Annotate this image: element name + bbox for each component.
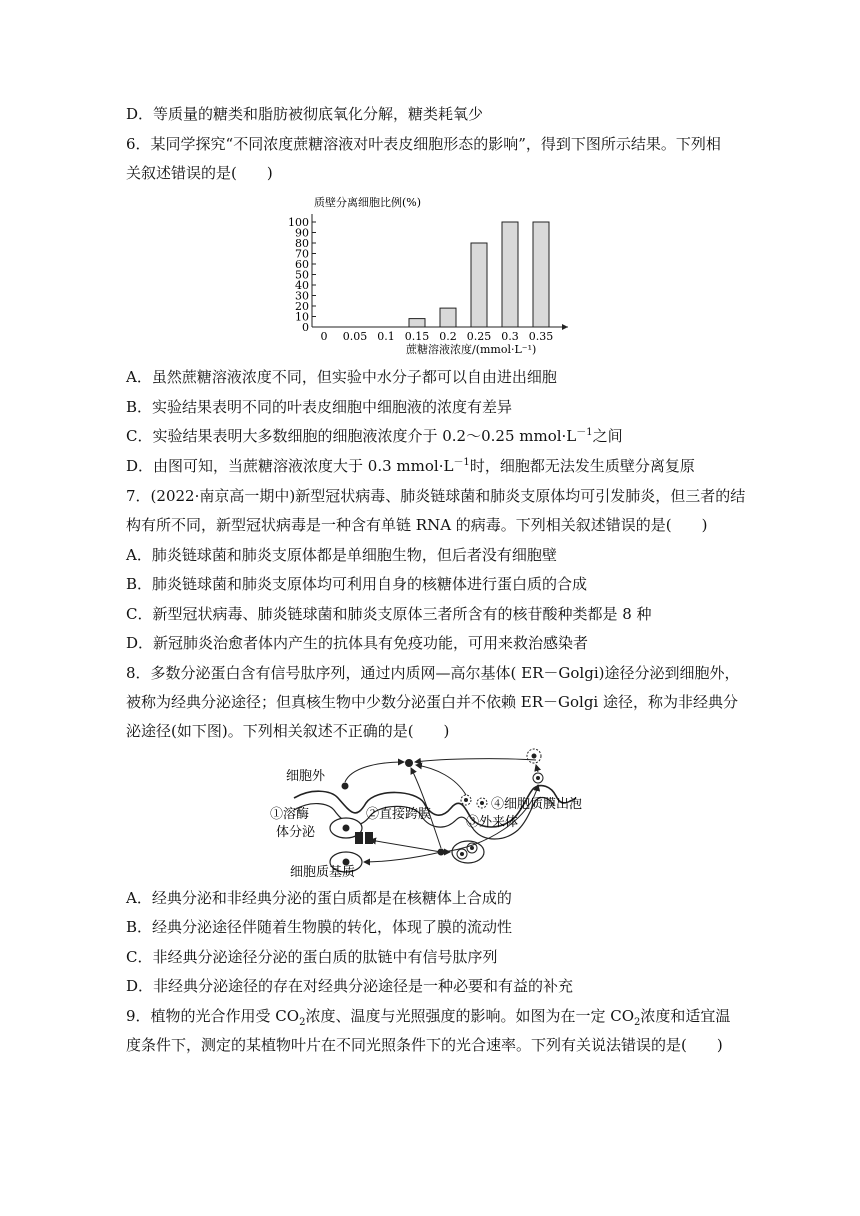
chart-x-tick-label: 0.2 bbox=[439, 330, 457, 343]
q8-option-b: B．经典分泌途径伴随着生物膜的转化，体现了膜的流动性 bbox=[126, 918, 513, 936]
chart-y-tick-label: 20 bbox=[295, 300, 309, 313]
label-cytoplasm: 细胞质基质 bbox=[290, 865, 356, 880]
q8-option-a: A．经典分泌和非经典分泌的蛋白质都是在核糖体上合成的 bbox=[126, 889, 512, 907]
q7-option-c: C．新型冠状病毒、肺炎链球菌和肺炎支原体三者所含有的核苷酸种类都是 8 种 bbox=[126, 605, 652, 623]
chart-y-tick-label: 100 bbox=[288, 216, 309, 229]
q6-bar-chart bbox=[276, 190, 596, 360]
q6-option-d: D．由图可知，当蔗糖溶液浓度大于 0.3 $mmol\cdot L^{-1}$时，细胞都无法发生质壁分离复原 bbox=[126, 457, 695, 475]
q5-option-d: D．等质量的糖类和脂肪被彻底氧化分解，糖类耗氧少 bbox=[126, 105, 484, 123]
q9-stem-2: 度条件下，测定的某植物叶片在不同光照条件下的光合速率。下列有关说法错误的是( ) bbox=[126, 1036, 723, 1054]
chart-y-tick-label: 10 bbox=[295, 310, 309, 324]
chart-y-tick-label: 30 bbox=[295, 289, 309, 303]
label-blebbing: ④细胞质膜出泡 bbox=[491, 797, 583, 812]
chart-y-tick-label: 50 bbox=[295, 268, 309, 282]
q6-option-a: A．虽然蔗糖溶液浓度不同，但实验中水分子都可以自由进出细胞 bbox=[126, 368, 557, 386]
chart-y-tick-label: 80 bbox=[295, 237, 309, 250]
q9-stem-1: 9．植物的光合作用受 $CO_2$浓度、温度与光照强度的影响。如图为在一定 $CO_2$浓度和适宜温 bbox=[126, 1007, 731, 1028]
chart-x-tick-label: 0.15 bbox=[404, 330, 430, 343]
q8-option-c: C．非经典分泌途径分泌的蛋白质的肽链中有信号肽序列 bbox=[126, 948, 498, 966]
chart-x-tick-label: 0.3 bbox=[501, 330, 519, 343]
q8-stem-3: 泌途径(如下图)。下列相关叙述不正确的是( ) bbox=[126, 722, 450, 740]
chart-y-tick-label: 70 bbox=[295, 247, 309, 261]
q7-option-d: D．新冠肺炎治愈者体内产生的抗体具有免疫功能，可用来救治感染者 bbox=[126, 634, 589, 652]
q6-option-c: C．实验结果表明大多数细胞的细胞液浓度介于 0.2～0.25 $mmol\cdot L^{-1}$之间 bbox=[126, 427, 623, 445]
q8-stem-1: 8．多数分泌蛋白含有信号肽序列，通过内质网—高尔基体( ER－Golgi)途径分泌到细胞外， bbox=[126, 664, 740, 682]
label-lysosome-2: 体分泌 bbox=[276, 825, 316, 840]
chart-x-tick-label: 0.05 bbox=[342, 330, 368, 343]
q6-stem-1: 6．某同学探究“不同浓度蔗糖溶液对叶表皮细胞形态的影响”，得到下图所示结果。下列相 bbox=[126, 135, 721, 153]
chart-y-tick-label: 0 bbox=[302, 321, 309, 334]
q7-stem-2: 构有所不同，新型冠状病毒是一种含有单链 RNA 的病毒。下列相关叙述错误的是( ) bbox=[126, 516, 708, 534]
chart-x-tick-label: 0 bbox=[320, 330, 328, 343]
label-lysosome-1: ①溶酶 bbox=[270, 807, 310, 822]
q7-stem-1: 7．(2022·南京高一期中)新型冠状病毒、肺炎链球菌和肺炎支原体均可引发肺炎，但三者的结 bbox=[126, 487, 746, 505]
q6-option-b: B．实验结果表明不同的叶表皮细胞中细胞液的浓度有差异 bbox=[126, 398, 513, 416]
chart-bar bbox=[533, 222, 549, 327]
chart-bar bbox=[409, 319, 425, 327]
q8-option-d: D．非经典分泌途径的存在对经典分泌途径是一种必要和有益的补充 bbox=[126, 977, 574, 995]
chart-y-tick-label: 60 bbox=[295, 258, 309, 271]
q6-stem-2: 关叙述错误的是( ) bbox=[126, 164, 273, 182]
chart-x-tick-label: 0.1 bbox=[377, 330, 395, 343]
chart-bar bbox=[440, 308, 456, 327]
chart-xlabel: 蔗糖溶液浓度/(mmol·L⁻¹) bbox=[406, 343, 537, 356]
q7-option-a: A．肺炎链球菌和肺炎支原体都是单细胞生物，但后者没有细胞壁 bbox=[126, 546, 557, 564]
q8-secretion-diagram bbox=[266, 748, 606, 883]
chart-bar bbox=[502, 222, 518, 327]
chart-x-arrow bbox=[562, 324, 568, 330]
chart-y-tick-label: 90 bbox=[295, 226, 309, 240]
label-exosome: ③外来体 bbox=[466, 815, 519, 830]
label-outside: 细胞外 bbox=[286, 769, 326, 784]
chart-bar bbox=[471, 243, 487, 327]
q8-stem-2: 被称为经典分泌途径；但真核生物中少数分泌蛋白并不依赖 ER－Golgi 途径，称为非经典分 bbox=[126, 693, 738, 711]
chart-y-tick-label: 40 bbox=[295, 279, 309, 292]
secreted-protein bbox=[405, 759, 413, 767]
chart-x-tick-label: 0.25 bbox=[466, 330, 492, 343]
membrane-channel bbox=[355, 832, 363, 844]
q7-option-b: B．肺炎链球菌和肺炎支原体均可利用自身的核糖体进行蛋白质的合成 bbox=[126, 575, 588, 593]
chart-x-tick-label: 0.35 bbox=[528, 330, 554, 343]
chart-ylabel: 质壁分离细胞比例(%) bbox=[314, 196, 422, 209]
label-direct: ②直接跨膜 bbox=[366, 807, 432, 822]
